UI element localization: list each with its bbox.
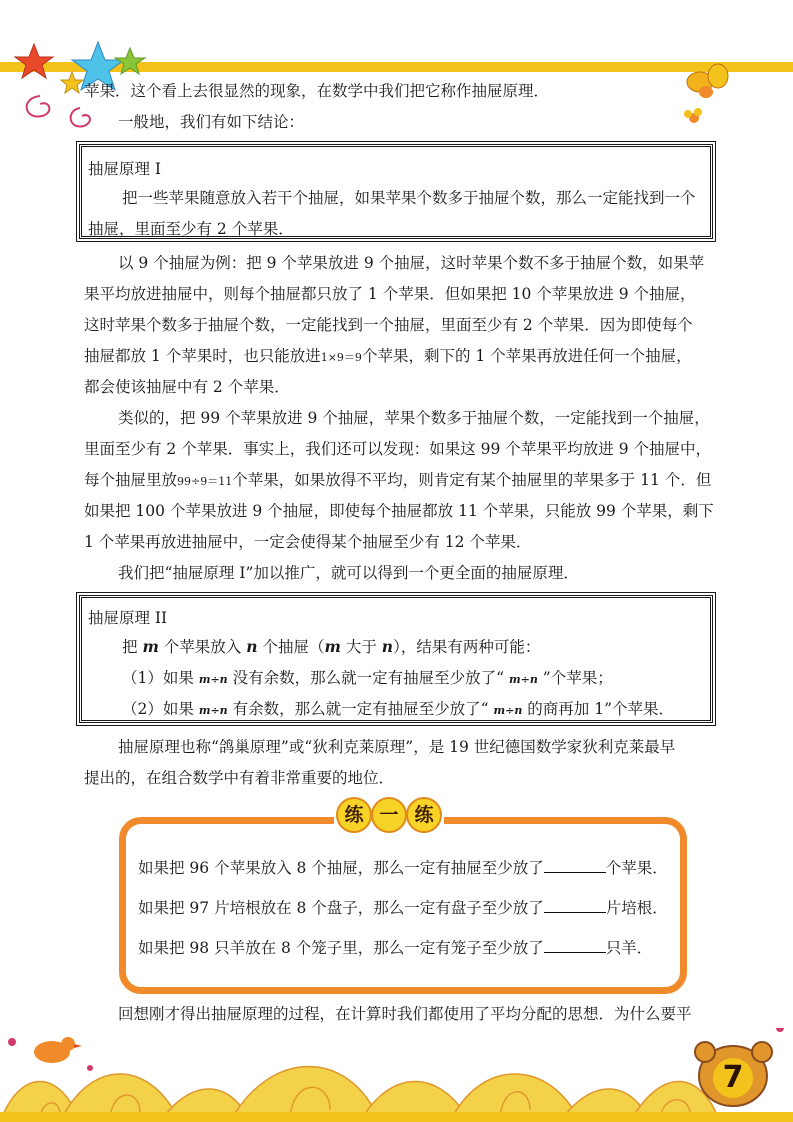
- body-line: [84, 470, 711, 492]
- text-segment: 个苹果．: [605, 859, 668, 877]
- text-segment: 如果把 97 片培根放在 8 个盘子，那么一定有盘子至少放了: [138, 899, 544, 917]
- math-variable: n: [381, 637, 394, 656]
- text-segment: 没有余数，那么就一定有抽屉至少放了“: [232, 669, 505, 687]
- principle-1-box: [76, 141, 716, 242]
- body-line: 抽屉原理也称“鸽巢原理”或“狄利克莱原理”，是 19 世纪德国数学家狄利克莱最早: [118, 738, 676, 756]
- principle-2-title: 抽屉原理 II: [88, 609, 168, 627]
- body-line: 这时苹果个数多于抽屉个数，一定能找到一个抽屉，里面至少有 2 个苹果．因为即使每个: [84, 316, 693, 334]
- answer-blank[interactable]: [544, 898, 606, 913]
- text-segment: 个抽屉（: [262, 638, 325, 656]
- body-line: 苹果．这个看上去很显然的现象，在数学中我们把它称作抽屉原理．: [84, 82, 550, 100]
- principle-2-line: [122, 635, 540, 657]
- math-expression: m÷n: [493, 704, 523, 717]
- text-segment: 把: [122, 638, 138, 656]
- practice-title: [334, 795, 444, 835]
- practice-box: [119, 817, 687, 994]
- math-variable: n: [246, 637, 258, 656]
- text-segment: 个苹果，如果放得不平均，则肯定有某个抽屉里的苹果多于 11 个．但: [232, 471, 712, 489]
- footer-stripe: [0, 1112, 793, 1122]
- practice-question: [138, 856, 668, 878]
- text-segment: 大于: [345, 638, 377, 656]
- principle-1-line: 抽屉，里面至少有 2 个苹果．: [88, 220, 294, 238]
- body-line: 以 9 个抽屉为例：把 9 个苹果放进 9 个抽屉，这时苹果个数不多于抽屉个数，如果苹: [118, 254, 705, 272]
- body-line: 都会使该抽屉中有 2 个苹果．: [84, 378, 290, 396]
- text-segment: （1）如果: [122, 669, 194, 687]
- body-line: 提出的，在组合数学中有着非常重要的地位．: [84, 769, 395, 787]
- text-segment: 抽屉都放 1 个苹果时，也只能放进: [84, 347, 321, 365]
- answer-blank[interactable]: [544, 858, 606, 873]
- text-segment: ”个苹果；: [542, 669, 613, 687]
- practice-title-char: 练: [406, 797, 442, 833]
- answer-blank[interactable]: [544, 938, 606, 953]
- text-segment: 个苹果放入: [163, 638, 242, 656]
- practice-question: [138, 896, 668, 918]
- math-expression: m÷n: [508, 673, 538, 686]
- practice-title-char: 练: [336, 797, 372, 833]
- math-variable: m: [142, 637, 159, 656]
- text-segment: ），结果有两种可能：: [393, 638, 541, 656]
- body-line: 类似的，把 99 个苹果放进 9 个抽屉，苹果个数多于抽屉个数，一定能找到一个抽屉，: [118, 409, 710, 427]
- math-variable: m: [324, 637, 341, 656]
- principle-2-case-2: [122, 697, 674, 719]
- body-line: 里面至少有 2 个苹果．事实上，我们还可以发现：如果这 99 个苹果平均放进 9 个抽屉中，: [84, 440, 712, 458]
- body-line: 1 个苹果再放进抽屉中，一定会使得某个抽屉至少有 12 个苹果．: [84, 533, 532, 551]
- principle-2-case-1: [122, 666, 613, 688]
- page-number: 7: [722, 1060, 744, 1095]
- text-segment: 每个抽屉里放: [84, 471, 178, 489]
- body-line: 回想刚才得出抽屉原理的过程，在计算时我们都使用了平均分配的思想．为什么要平: [118, 1005, 692, 1023]
- text-segment: （2）如果: [122, 700, 194, 718]
- body-line: 果平均放进抽屉中，则每个抽屉都只放了 1 个苹果．但如果把 10 个苹果放进 9 个抽屉，: [84, 285, 696, 303]
- principle-1-title: 抽屉原理 I: [88, 160, 162, 178]
- text-segment: 片培根．: [605, 899, 668, 917]
- body-line: 如果把 100 个苹果放进 9 个抽屉，即使每个抽屉都放 11 个苹果，只能放 99 个苹果，剩下: [84, 502, 714, 520]
- principle-2-box: [76, 592, 716, 726]
- body-line: 一般地，我们有如下结论：: [118, 113, 305, 131]
- text-segment: 如果把 98 只羊放在 8 个笼子里，那么一定有笼子至少放了: [138, 939, 544, 957]
- butterfly-decoration-icon: [680, 62, 750, 137]
- text-segment: 有余数，那么就一定有抽屉至少放了“: [232, 700, 489, 718]
- body-line: [84, 346, 692, 368]
- footer-wave-decoration-icon: [0, 1028, 793, 1122]
- text-segment: 只羊．: [605, 939, 653, 957]
- principle-1-line: 把一些苹果随意放入若干个抽屉，如果苹果个数多于抽屉个数，那么一定能找到一个: [122, 189, 696, 207]
- practice-question: [138, 936, 652, 958]
- math-expression: m÷n: [198, 704, 228, 717]
- text-segment: 的商再加 1”个苹果．: [527, 700, 674, 718]
- math-expression: 1×9＝9: [320, 351, 362, 364]
- practice-title-char: 一: [371, 797, 407, 833]
- text-segment: 如果把 96 个苹果放入 8 个抽屉，那么一定有抽屉至少放了: [138, 859, 544, 877]
- math-expression: 99÷9＝11: [177, 475, 233, 488]
- text-segment: 个苹果，剩下的 1 个苹果再放进任何一个抽屉，: [361, 347, 692, 365]
- body-line: 我们把“抽屉原理 I”加以推广，就可以得到一个更全面的抽屉原理．: [118, 564, 579, 582]
- math-expression: m÷n: [198, 673, 228, 686]
